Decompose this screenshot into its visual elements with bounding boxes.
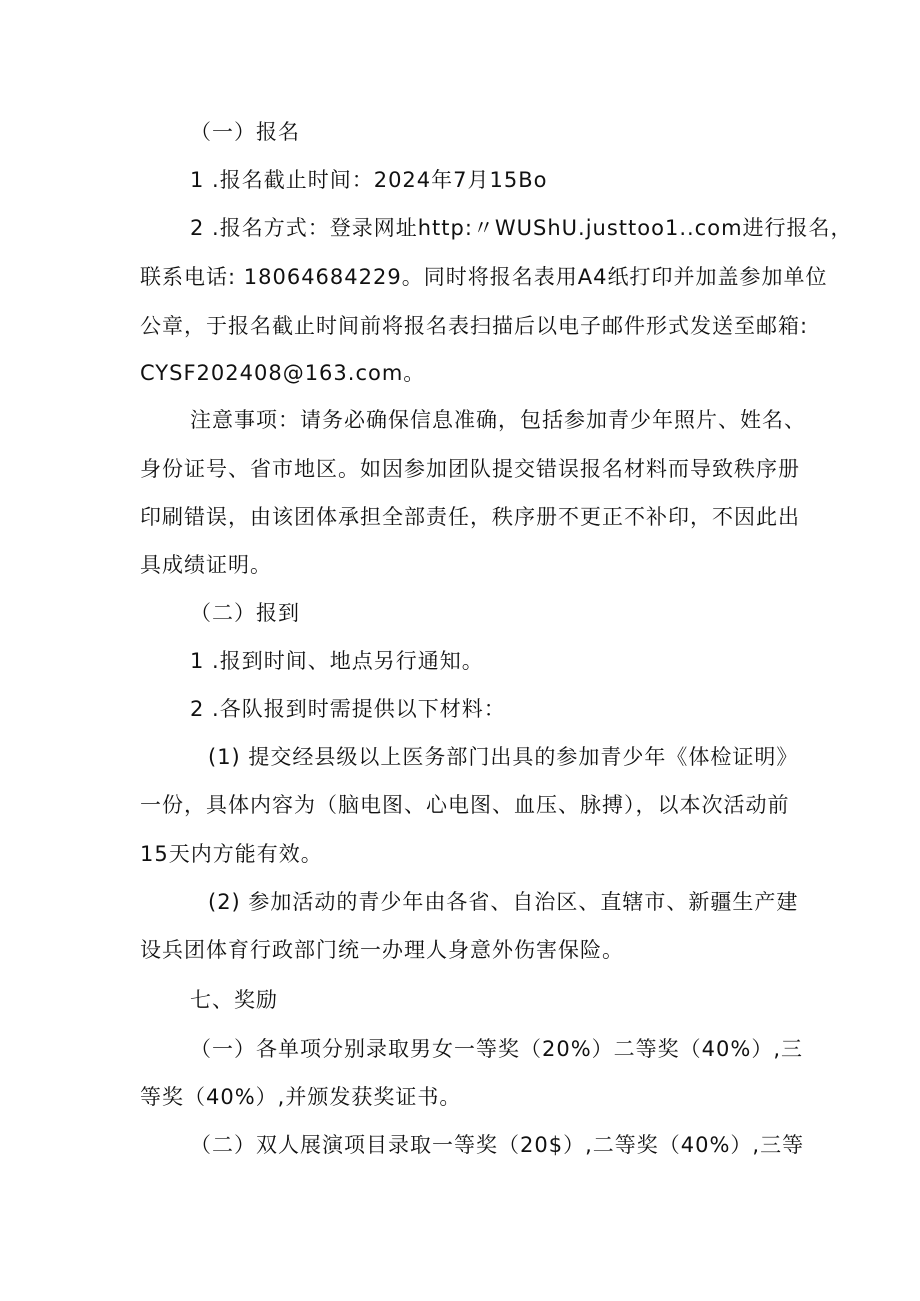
- paragraph-line: 等奖（40%）,并颁发获奖证书。: [140, 1085, 462, 1109]
- section-heading-awards: 七、奖励: [190, 988, 278, 1012]
- paragraph-line: 2 .报名方式：登录网址http:〃WUShU.justtoo1..com进行报名，: [190, 216, 853, 240]
- paragraph-line: (1) 提交经县级以上医务部门出具的参加青少年《体检证明》: [208, 745, 799, 769]
- section-heading-checkin: （二）报到: [190, 601, 300, 625]
- paragraph-line: 身份证号、省市地区。如因参加团队提交错误报名材料而导致秩序册: [140, 457, 800, 481]
- paragraph-line: （一）各单项分别录取男女一等奖（20%）二等奖（40%）,三: [190, 1037, 804, 1061]
- section-heading-registration: （一）报名: [190, 120, 300, 144]
- paragraph-line: 一份，具体内容为（脑电图、心电图、血压、脉搏），以本次活动前: [140, 793, 790, 817]
- paragraph-line: 联系电话: 18064684229。同时将报名表用A4纸打印并加盖参加单位: [140, 265, 828, 289]
- paragraph-line: 2 .各队报到时需提供以下材料：: [190, 697, 506, 721]
- paragraph-line: 1 .报到时间、地点另行通知。: [190, 649, 484, 673]
- paragraph-line: 注意事项：请务必确保信息准确，包括参加青少年照片、姓名、: [190, 408, 806, 432]
- paragraph-line: 印刷错误，由该团体承担全部责任，秩序册不更正不补印，不因此出: [140, 505, 800, 529]
- paragraph-line: 15天内方能有效。: [140, 842, 323, 866]
- paragraph-line: (2) 参加活动的青少年由各省、自治区、直辖市、新疆生产建: [208, 890, 799, 914]
- paragraph-line: 设兵团体育行政部门统一办理人身意外伤害保险。: [140, 938, 624, 962]
- paragraph-line: 公章，于报名截止时间前将报名表扫描后以电子邮件形式发送至邮箱:: [140, 314, 809, 338]
- paragraph-line: （二）双人展演项目录取一等奖（20$）,二等奖（40%）,三等: [190, 1133, 805, 1157]
- paragraph-line: 1 .报名截止时间：2024年7月15Bo: [190, 168, 548, 192]
- paragraph-line: CYSF202408@163.com。: [140, 361, 426, 385]
- paragraph-line: 具成绩证明。: [140, 553, 272, 577]
